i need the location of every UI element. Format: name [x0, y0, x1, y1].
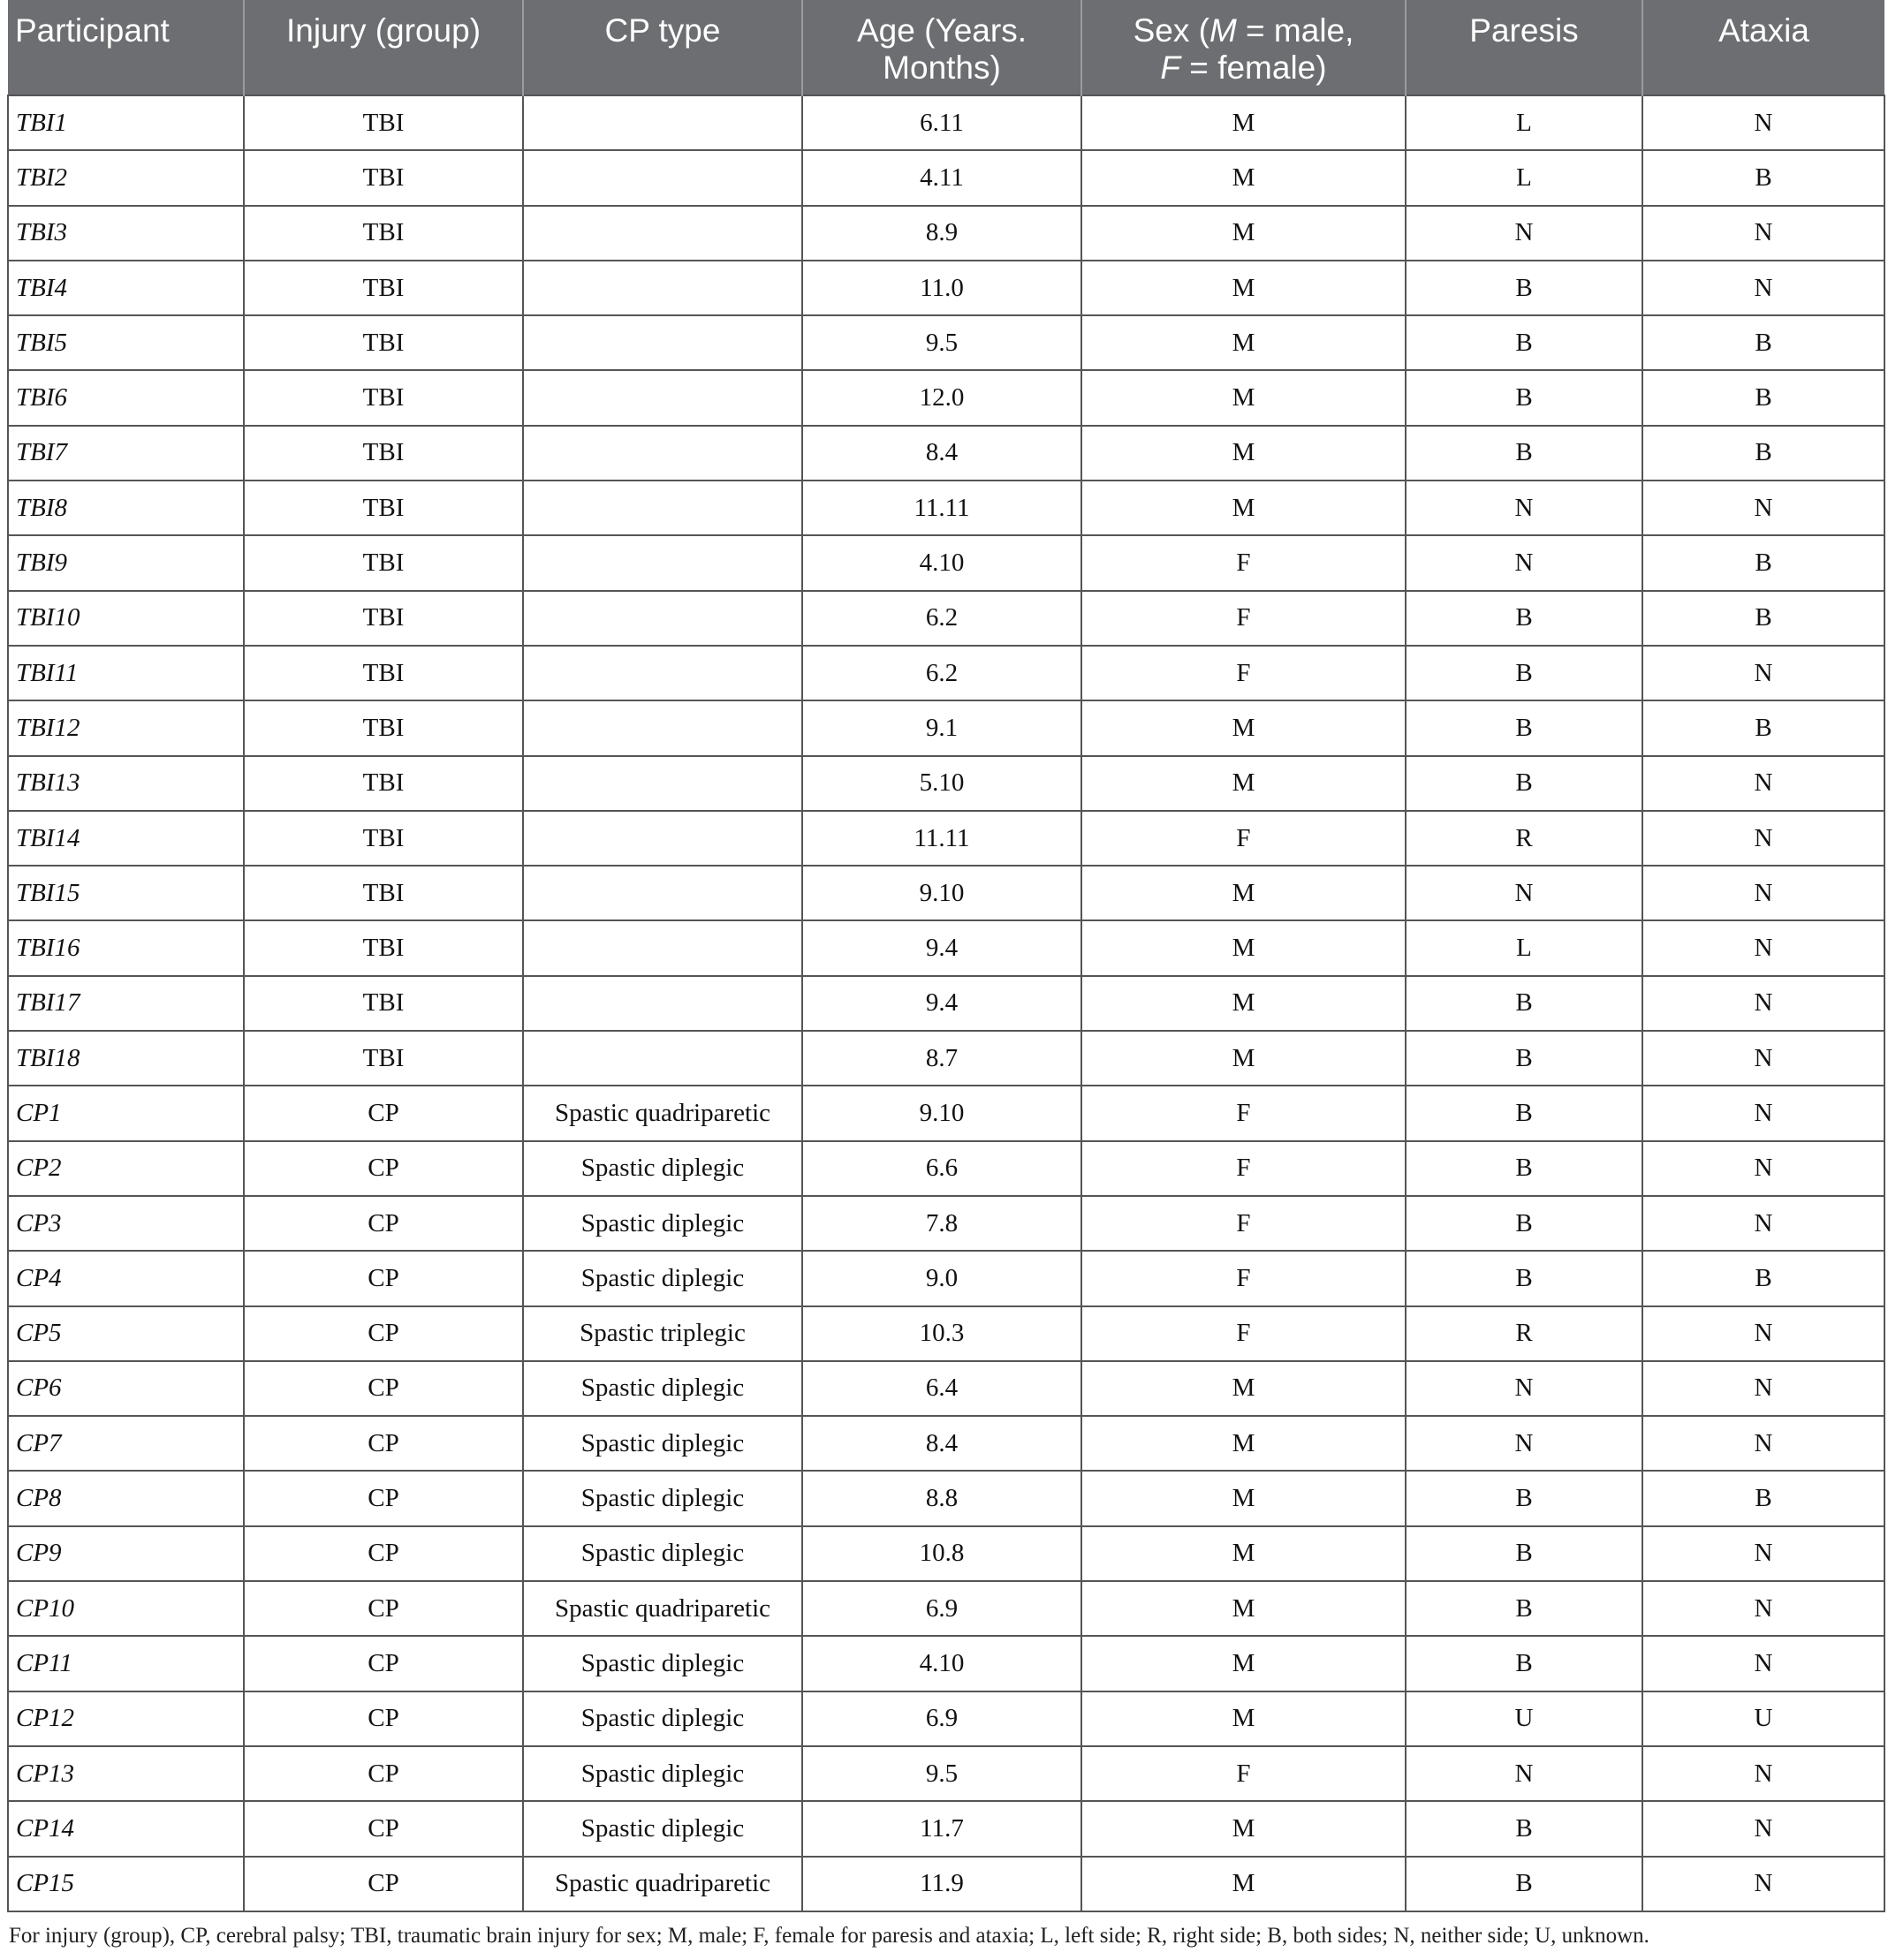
injury-cell: CP [244, 1526, 523, 1581]
injury-cell: TBI [244, 95, 523, 150]
sex-cell: M [1081, 1471, 1406, 1525]
cp-type-cell [523, 535, 802, 590]
sex-cell: F [1081, 1086, 1406, 1140]
age-cell: 6.2 [802, 646, 1081, 700]
age-cell: 6.9 [802, 1691, 1081, 1746]
paresis-cell: B [1406, 591, 1642, 646]
injury-cell: CP [244, 1251, 523, 1305]
participant-cell: CP14 [8, 1801, 244, 1856]
cp-type-cell: Spastic diplegic [523, 1636, 802, 1691]
participant-cell: CP5 [8, 1306, 244, 1361]
injury-cell: CP [244, 1086, 523, 1140]
participant-cell: TBI3 [8, 206, 244, 261]
age-cell: 8.8 [802, 1471, 1081, 1525]
ataxia-cell: N [1642, 1526, 1884, 1581]
header-row [8, 0, 1884, 95]
injury-cell: CP [244, 1306, 523, 1361]
injury-cell: TBI [244, 591, 523, 646]
sex-cell: F [1081, 1306, 1406, 1361]
paresis-cell: B [1406, 315, 1642, 370]
injury-cell: TBI [244, 756, 523, 811]
sex-cell: F [1081, 1746, 1406, 1801]
participant-cell: TBI7 [8, 426, 244, 481]
participants-table [7, 0, 1885, 1912]
ataxia-cell: N [1642, 1031, 1884, 1086]
sex-cell: M [1081, 1857, 1406, 1911]
injury-cell: CP [244, 1746, 523, 1801]
participant-cell: CP12 [8, 1691, 244, 1746]
header-sex-mid: = male, [1236, 12, 1354, 49]
age-cell: 8.9 [802, 206, 1081, 261]
age-cell: 12.0 [802, 370, 1081, 425]
participant-cell: TBI16 [8, 920, 244, 975]
table-row [8, 1471, 1884, 1525]
injury-cell: CP [244, 1691, 523, 1746]
header-sex [1081, 0, 1406, 95]
sex-cell: F [1081, 1251, 1406, 1305]
ataxia-cell: N [1642, 920, 1884, 975]
participant-cell: TBI8 [8, 481, 244, 535]
sex-cell: M [1081, 1581, 1406, 1636]
paresis-cell: N [1406, 535, 1642, 590]
sex-cell: M [1081, 1361, 1406, 1416]
table-footnote: For injury (group), CP, cerebral palsy; TBI, traumatic brain injury for sex; M, male; F, female for paresis and ataxia; L, left side; R, right side; B, both sides; N, neither side; U, unknown. [9, 1924, 1649, 1948]
header-cp-type: CP type [523, 0, 802, 95]
sex-cell: M [1081, 700, 1406, 755]
sex-cell: M [1081, 1691, 1406, 1746]
participant-cell: CP8 [8, 1471, 244, 1525]
paresis-cell: B [1406, 1086, 1642, 1140]
ataxia-cell: N [1642, 481, 1884, 535]
injury-cell: TBI [244, 1031, 523, 1086]
cp-type-cell [523, 700, 802, 755]
cp-type-cell: Spastic diplegic [523, 1251, 802, 1305]
sex-cell: F [1081, 1141, 1406, 1196]
cp-type-cell [523, 370, 802, 425]
injury-cell: TBI [244, 976, 523, 1031]
cp-type-cell: Spastic triplegic [523, 1306, 802, 1361]
cp-type-cell: Spastic diplegic [523, 1141, 802, 1196]
paresis-cell: B [1406, 976, 1642, 1031]
injury-cell: TBI [244, 811, 523, 866]
ataxia-cell: N [1642, 1416, 1884, 1471]
ataxia-cell: N [1642, 1746, 1884, 1801]
cp-type-cell [523, 1031, 802, 1086]
table-row [8, 866, 1884, 920]
table-row [8, 1306, 1884, 1361]
age-cell: 4.10 [802, 535, 1081, 590]
cp-type-cell [523, 206, 802, 261]
participant-cell: TBI17 [8, 976, 244, 1031]
cp-type-cell [523, 150, 802, 205]
header-participant: Participant [8, 0, 244, 95]
participant-cell: CP10 [8, 1581, 244, 1636]
paresis-cell: B [1406, 426, 1642, 481]
header-ataxia: Ataxia [1642, 0, 1884, 95]
participant-cell: CP6 [8, 1361, 244, 1416]
participant-cell: CP3 [8, 1196, 244, 1251]
header-injury-group: Injury (group) [244, 0, 523, 95]
sex-cell: M [1081, 1031, 1406, 1086]
injury-cell: CP [244, 1416, 523, 1471]
paresis-cell: B [1406, 1141, 1642, 1196]
injury-cell: TBI [244, 426, 523, 481]
table-row [8, 811, 1884, 866]
ataxia-cell: B [1642, 591, 1884, 646]
participant-cell: CP9 [8, 1526, 244, 1581]
participant-cell: TBI18 [8, 1031, 244, 1086]
table-row [8, 370, 1884, 425]
table-row [8, 150, 1884, 205]
table-row [8, 591, 1884, 646]
participant-cell: TBI5 [8, 315, 244, 370]
ataxia-cell: N [1642, 261, 1884, 315]
table-row [8, 261, 1884, 315]
ataxia-cell: N [1642, 1801, 1884, 1856]
age-cell: 11.11 [802, 811, 1081, 866]
ataxia-cell: N [1642, 1581, 1884, 1636]
injury-cell: TBI [244, 150, 523, 205]
injury-cell: TBI [244, 261, 523, 315]
cp-type-cell [523, 976, 802, 1031]
header-sex-prefix: Sex ( [1133, 12, 1209, 49]
injury-cell: TBI [244, 481, 523, 535]
participant-cell: TBI12 [8, 700, 244, 755]
table-row [8, 1196, 1884, 1251]
table-container [7, 0, 1884, 1912]
paresis-cell: B [1406, 1471, 1642, 1525]
paresis-cell: B [1406, 756, 1642, 811]
paresis-cell: L [1406, 150, 1642, 205]
ataxia-cell: B [1642, 315, 1884, 370]
age-cell: 4.11 [802, 150, 1081, 205]
sex-cell: F [1081, 646, 1406, 700]
table-row [8, 1361, 1884, 1416]
age-cell: 9.0 [802, 1251, 1081, 1305]
table-row [8, 1746, 1884, 1801]
sex-cell: M [1081, 426, 1406, 481]
table-row [8, 920, 1884, 975]
header-sex-suffix: = female) [1180, 49, 1327, 86]
age-cell: 10.8 [802, 1526, 1081, 1581]
ataxia-cell: N [1642, 206, 1884, 261]
cp-type-cell: Spastic diplegic [523, 1526, 802, 1581]
sex-cell: F [1081, 811, 1406, 866]
age-cell: 9.1 [802, 700, 1081, 755]
participant-cell: CP4 [8, 1251, 244, 1305]
ataxia-cell: N [1642, 976, 1884, 1031]
table-row [8, 1857, 1884, 1911]
sex-cell: M [1081, 1526, 1406, 1581]
cp-type-cell: Spastic diplegic [523, 1196, 802, 1251]
cp-type-cell [523, 866, 802, 920]
participant-cell: TBI6 [8, 370, 244, 425]
paresis-cell: N [1406, 1746, 1642, 1801]
cp-type-cell [523, 261, 802, 315]
participant-cell: TBI10 [8, 591, 244, 646]
sex-cell: M [1081, 756, 1406, 811]
table-row [8, 95, 1884, 150]
participant-cell: TBI14 [8, 811, 244, 866]
table-row [8, 1086, 1884, 1140]
ataxia-cell: B [1642, 1471, 1884, 1525]
sex-cell: M [1081, 1636, 1406, 1691]
participant-cell: CP13 [8, 1746, 244, 1801]
cp-type-cell [523, 646, 802, 700]
ataxia-cell: N [1642, 1636, 1884, 1691]
participant-cell: TBI9 [8, 535, 244, 590]
table-row [8, 976, 1884, 1031]
table-row [8, 426, 1884, 481]
table-row [8, 1416, 1884, 1471]
table-row [8, 1141, 1884, 1196]
sex-cell: M [1081, 150, 1406, 205]
paresis-cell: B [1406, 1636, 1642, 1691]
paresis-cell: B [1406, 1581, 1642, 1636]
injury-cell: TBI [244, 206, 523, 261]
injury-cell: TBI [244, 535, 523, 590]
sex-cell: M [1081, 481, 1406, 535]
injury-cell: TBI [244, 315, 523, 370]
ataxia-cell: B [1642, 426, 1884, 481]
cp-type-cell [523, 481, 802, 535]
cp-type-cell: Spastic quadriparetic [523, 1086, 802, 1140]
cp-type-cell [523, 426, 802, 481]
participant-cell: CP1 [8, 1086, 244, 1140]
age-cell: 7.8 [802, 1196, 1081, 1251]
injury-cell: CP [244, 1801, 523, 1856]
injury-cell: CP [244, 1361, 523, 1416]
sex-cell: M [1081, 920, 1406, 975]
table-row [8, 700, 1884, 755]
ataxia-cell: N [1642, 866, 1884, 920]
cp-type-cell: Spastic diplegic [523, 1416, 802, 1471]
age-cell: 6.6 [802, 1141, 1081, 1196]
ataxia-cell: B [1642, 535, 1884, 590]
injury-cell: TBI [244, 866, 523, 920]
age-cell: 8.4 [802, 426, 1081, 481]
cp-type-cell: Spastic diplegic [523, 1801, 802, 1856]
age-cell: 9.4 [802, 920, 1081, 975]
age-cell: 11.0 [802, 261, 1081, 315]
ataxia-cell: N [1642, 1306, 1884, 1361]
sex-cell: F [1081, 591, 1406, 646]
sex-cell: M [1081, 866, 1406, 920]
ataxia-cell: N [1642, 756, 1884, 811]
age-cell: 9.5 [802, 315, 1081, 370]
ataxia-cell: N [1642, 1196, 1884, 1251]
injury-cell: TBI [244, 700, 523, 755]
ataxia-cell: N [1642, 1361, 1884, 1416]
table-row [8, 1031, 1884, 1086]
ataxia-cell: N [1642, 1086, 1884, 1140]
cp-type-cell: Spastic diplegic [523, 1691, 802, 1746]
table-row [8, 1251, 1884, 1305]
participant-cell: CP7 [8, 1416, 244, 1471]
age-cell: 11.7 [802, 1801, 1081, 1856]
ataxia-cell: N [1642, 811, 1884, 866]
injury-cell: CP [244, 1471, 523, 1525]
sex-cell: M [1081, 261, 1406, 315]
participant-cell: TBI13 [8, 756, 244, 811]
paresis-cell: B [1406, 1857, 1642, 1911]
table-row [8, 481, 1884, 535]
participant-cell: TBI11 [8, 646, 244, 700]
cp-type-cell [523, 811, 802, 866]
paresis-cell: R [1406, 811, 1642, 866]
paresis-cell: U [1406, 1691, 1642, 1746]
participant-cell: CP11 [8, 1636, 244, 1691]
age-cell: 10.3 [802, 1306, 1081, 1361]
table-row [8, 315, 1884, 370]
paresis-cell: B [1406, 1251, 1642, 1305]
ataxia-cell: N [1642, 1141, 1884, 1196]
age-cell: 9.4 [802, 976, 1081, 1031]
age-cell: 6.9 [802, 1581, 1081, 1636]
paresis-cell: N [1406, 206, 1642, 261]
paresis-cell: B [1406, 646, 1642, 700]
sex-cell: F [1081, 1196, 1406, 1251]
participant-cell: TBI15 [8, 866, 244, 920]
table-row [8, 1801, 1884, 1856]
table-row [8, 756, 1884, 811]
cp-type-cell [523, 591, 802, 646]
cp-type-cell: Spastic diplegic [523, 1746, 802, 1801]
injury-cell: TBI [244, 370, 523, 425]
ataxia-cell: B [1642, 700, 1884, 755]
cp-type-cell [523, 315, 802, 370]
cp-type-cell: Spastic quadriparetic [523, 1857, 802, 1911]
age-cell: 9.10 [802, 866, 1081, 920]
injury-cell: TBI [244, 920, 523, 975]
age-cell: 9.5 [802, 1746, 1081, 1801]
participant-cell: TBI4 [8, 261, 244, 315]
ataxia-cell: B [1642, 370, 1884, 425]
paresis-cell: N [1406, 481, 1642, 535]
paresis-cell: N [1406, 866, 1642, 920]
age-cell: 11.9 [802, 1857, 1081, 1911]
participant-cell: CP2 [8, 1141, 244, 1196]
ataxia-cell: N [1642, 646, 1884, 700]
injury-cell: CP [244, 1196, 523, 1251]
age-cell: 9.10 [802, 1086, 1081, 1140]
ataxia-cell: U [1642, 1691, 1884, 1746]
paresis-cell: B [1406, 1196, 1642, 1251]
cp-type-cell [523, 756, 802, 811]
age-cell: 6.4 [802, 1361, 1081, 1416]
sex-cell: M [1081, 370, 1406, 425]
participant-cell: TBI1 [8, 95, 244, 150]
age-cell: 8.7 [802, 1031, 1081, 1086]
sex-cell: M [1081, 1801, 1406, 1856]
table-body [8, 95, 1884, 1911]
header-age [802, 0, 1081, 95]
table-row [8, 1581, 1884, 1636]
cp-type-cell: Spastic quadriparetic [523, 1581, 802, 1636]
sex-cell: F [1081, 535, 1406, 590]
age-cell: 5.10 [802, 756, 1081, 811]
table-row [8, 535, 1884, 590]
header-paresis: Paresis [1406, 0, 1642, 95]
paresis-cell: B [1406, 261, 1642, 315]
participant-cell: TBI2 [8, 150, 244, 205]
sex-cell: M [1081, 95, 1406, 150]
sex-cell: M [1081, 1416, 1406, 1471]
ataxia-cell: B [1642, 1251, 1884, 1305]
injury-cell: TBI [244, 646, 523, 700]
injury-cell: CP [244, 1636, 523, 1691]
paresis-cell: N [1406, 1361, 1642, 1416]
paresis-cell: L [1406, 920, 1642, 975]
injury-cell: CP [244, 1141, 523, 1196]
table-header [8, 0, 1884, 95]
paresis-cell: B [1406, 700, 1642, 755]
sex-cell: M [1081, 206, 1406, 261]
table-row [8, 206, 1884, 261]
age-cell: 8.4 [802, 1416, 1081, 1471]
cp-type-cell [523, 920, 802, 975]
age-cell: 6.11 [802, 95, 1081, 150]
header-sex-m: M [1209, 12, 1237, 49]
header-age-line1: Age (Years. [857, 12, 1027, 49]
table-row [8, 646, 1884, 700]
paresis-cell: B [1406, 1526, 1642, 1581]
header-sex-f: F [1160, 49, 1181, 86]
table-row [8, 1691, 1884, 1746]
header-age-line2: Months) [883, 49, 1001, 86]
participant-cell: CP15 [8, 1857, 244, 1911]
sex-cell: M [1081, 976, 1406, 1031]
age-cell: 6.2 [802, 591, 1081, 646]
paresis-cell: B [1406, 1031, 1642, 1086]
ataxia-cell: N [1642, 1857, 1884, 1911]
cp-type-cell: Spastic diplegic [523, 1361, 802, 1416]
injury-cell: CP [244, 1857, 523, 1911]
table-row [8, 1526, 1884, 1581]
paresis-cell: L [1406, 95, 1642, 150]
age-cell: 4.10 [802, 1636, 1081, 1691]
paresis-cell: B [1406, 370, 1642, 425]
cp-type-cell: Spastic diplegic [523, 1471, 802, 1525]
ataxia-cell: B [1642, 150, 1884, 205]
paresis-cell: R [1406, 1306, 1642, 1361]
cp-type-cell [523, 95, 802, 150]
sex-cell: M [1081, 315, 1406, 370]
paresis-cell: N [1406, 1416, 1642, 1471]
ataxia-cell: N [1642, 95, 1884, 150]
paresis-cell: B [1406, 1801, 1642, 1856]
table-row [8, 1636, 1884, 1691]
age-cell: 11.11 [802, 481, 1081, 535]
injury-cell: CP [244, 1581, 523, 1636]
